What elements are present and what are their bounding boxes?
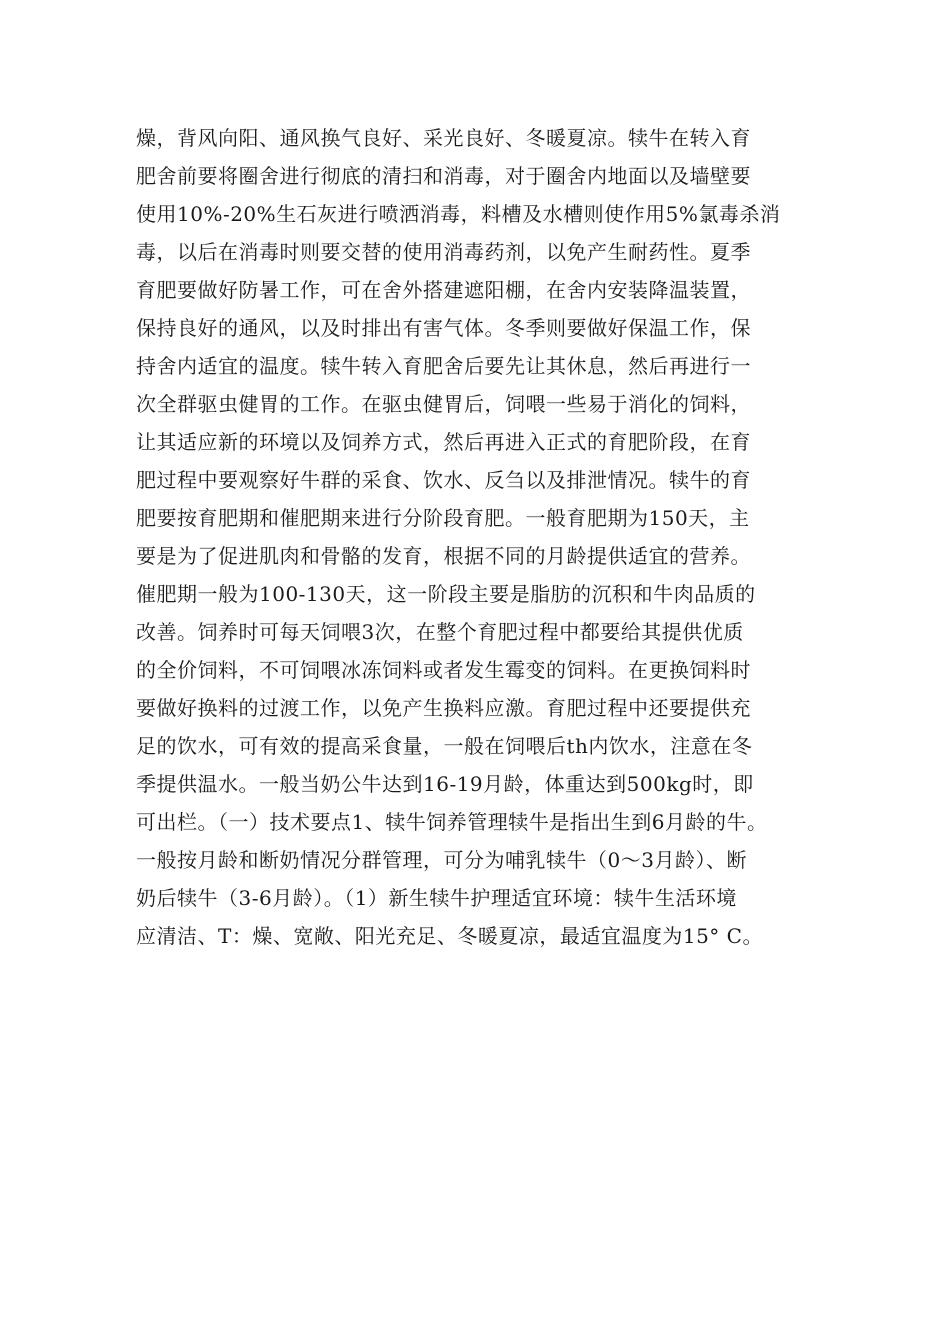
text-line: 要做好换料的过渡工作，以免产生换料应激。育肥过程中还要提供充 <box>136 696 751 720</box>
text-line: 可出栏。（一）技术要点1、犊牛饲养管理犊牛是指出生到6月龄的牛。 <box>136 810 768 834</box>
text-line: 肥过程中要观察好牛群的采食、饮水、反刍以及排泄情况。犊牛的育 <box>136 468 751 492</box>
text-line: 持舍内适宜的温度。犊牛转入育肥舍后要先让其休息，然后再进行一 <box>136 354 751 378</box>
body-text <box>136 119 836 955</box>
text-line: 要是为了促进肌肉和骨骼的发育，根据不同的月龄提供适宜的营养。 <box>136 544 751 568</box>
text-line: 的全价饲料，不可饲喂冰冻饲料或者发生霉变的饲料。在更换饲料时 <box>136 658 751 682</box>
text-line: 保持良好的通风，以及时排出有害气体。冬季则要做好保温工作，保 <box>136 316 751 340</box>
text-line: 肥要按育肥期和催肥期来进行分阶段育肥。一般育肥期为150天，主 <box>136 506 750 530</box>
text-line: 催肥期一般为100-130天，这一阶段主要是脂肪的沉积和牛肉品质的 <box>136 582 756 606</box>
text-line: 次全群驱虫健胃的工作。在驱虫健胃后，饲喂一些易于消化的饲料， <box>136 392 751 416</box>
text-line: 燥，背风向阳、通风换气良好、采光良好、冬暖夏凉。犊牛在转入育 <box>136 126 751 150</box>
text-line: 育肥要做好防暑工作，可在舍外搭建遮阳棚，在舍内安装降温装置， <box>136 278 751 302</box>
text-line: 使用10%-20%生石灰进行喷洒消毒，料槽及水槽则使作用5%氯毒杀消 <box>136 202 781 226</box>
text-line: 季提供温水。一般当奶公牛达到16-19月龄，体重达到500kg时，即 <box>136 772 754 796</box>
text-line: 毒，以后在消毒时则要交替的使用消毒药剂，以免产生耐药性。夏季 <box>136 240 751 264</box>
text-line: 改善。饲养时可每天饲喂3次，在整个育肥过程中都要给其提供优质 <box>136 620 744 644</box>
text-line: 应清洁、T：燥、宽敞、阳光充足、冬暖夏凉，最适宜温度为15° C。 <box>136 924 763 948</box>
text-line: 一般按月龄和断奶情况分群管理，可分为哺乳犊牛（0〜3月龄）、断 <box>136 848 747 872</box>
text-line: 奶后犊牛（3-6月龄）。（1）新生犊牛护理适宜环境：犊牛生活环境 <box>136 886 737 910</box>
text-line: 足的饮水，可有效的提高采食量，一般在饲喂后th内饮水，注意在冬 <box>136 734 753 758</box>
text-line: 让其适应新的环境以及饲养方式，然后再进入正式的育肥阶段，在育 <box>136 430 751 454</box>
text-line: 肥舍前要将圈舍进行彻底的清扫和消毒，对于圈舍内地面以及墙壁要 <box>136 164 751 188</box>
